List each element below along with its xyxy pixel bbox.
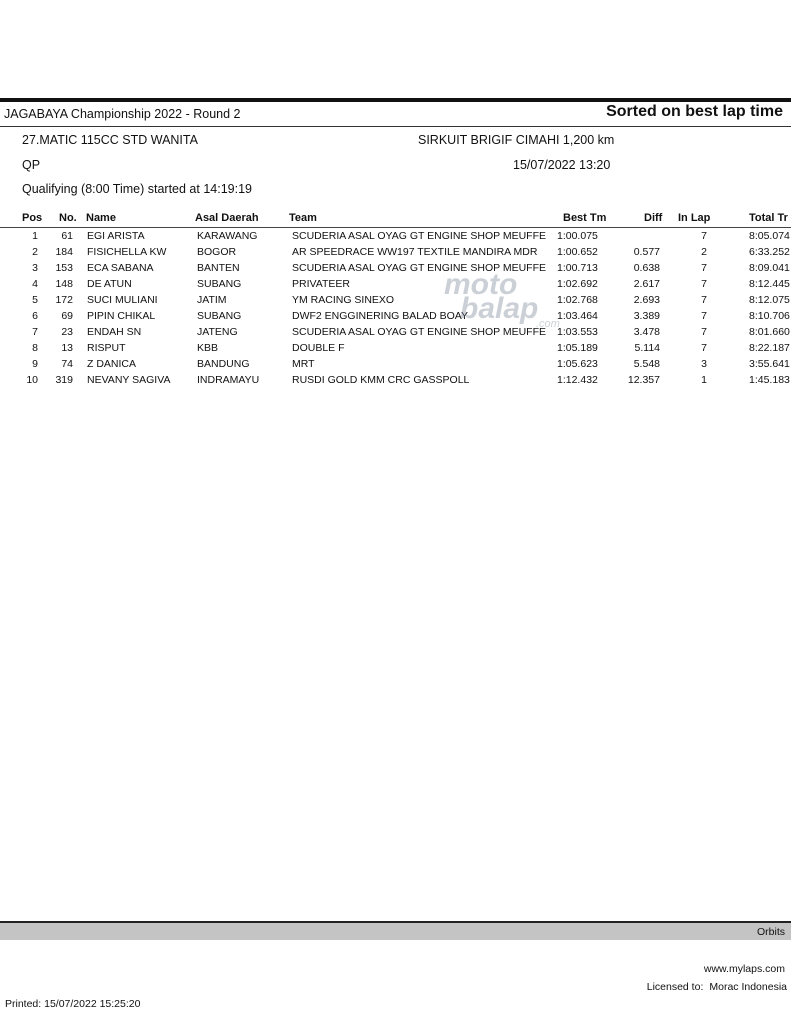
- table-row: [0, 372, 791, 388]
- team-cell: PRIVATEER: [292, 278, 350, 290]
- region-cell: KARAWANG: [197, 230, 258, 242]
- rider-number-cell: 172: [55, 294, 73, 306]
- total-time-cell: 1:45.183: [749, 374, 790, 386]
- position-cell: 4: [32, 278, 38, 290]
- table-row: [0, 324, 791, 340]
- in-lap-cell: 7: [701, 310, 707, 322]
- col-pos: Pos: [22, 212, 43, 224]
- table-row: [0, 356, 791, 372]
- table-row: [0, 340, 791, 356]
- watermark-logo: moto balap .com: [444, 268, 560, 330]
- position-cell: 6: [32, 310, 38, 322]
- in-lap-cell: 7: [701, 342, 707, 354]
- region-cell: INDRAMAYU: [197, 374, 260, 386]
- position-cell: 3: [32, 262, 38, 274]
- rider-number-cell: 74: [61, 358, 73, 370]
- rider-name-cell: FISICHELLA KW: [87, 246, 167, 258]
- session-code: QP: [22, 158, 41, 172]
- position-cell: 10: [26, 374, 38, 386]
- team-cell: SCUDERIA ASAL OYAG GT ENGINE SHOP MEUFFE: [292, 326, 547, 338]
- sort-label: Sorted on best lap time: [606, 103, 783, 120]
- rider-name-cell: DE ATUN: [87, 278, 132, 290]
- team-cell: SCUDERIA ASAL OYAG GT ENGINE SHOP MEUFFE: [292, 230, 547, 242]
- orbits-label: Orbits: [756, 926, 785, 938]
- license-org: Morac Indonesia: [709, 981, 787, 993]
- col-diff: Diff: [644, 212, 663, 224]
- total-time-cell: 8:12.445: [749, 278, 790, 290]
- region-cell: KBB: [197, 342, 219, 354]
- footer-bar: [0, 921, 791, 940]
- diff-cell: 5.548: [633, 358, 660, 370]
- best-time-cell: 1:05.623: [557, 358, 598, 370]
- rider-number-cell: 23: [61, 326, 73, 338]
- col-best-time: Best Tm: [563, 212, 607, 224]
- table-row: [0, 228, 791, 244]
- diff-cell: 3.389: [633, 310, 660, 322]
- rider-number-cell: 148: [55, 278, 73, 290]
- header-rule: [0, 98, 791, 102]
- team-cell: DOUBLE F: [292, 342, 345, 354]
- in-lap-cell: 3: [701, 358, 707, 370]
- region-cell: SUBANG: [197, 310, 242, 322]
- in-lap-cell: 7: [701, 294, 707, 306]
- col-name: Name: [86, 212, 116, 224]
- best-time-cell: 1:02.692: [557, 278, 598, 290]
- position-cell: 2: [32, 246, 38, 258]
- total-time-cell: 8:10.706: [749, 310, 790, 322]
- table-row: [0, 244, 791, 260]
- header-divider: [0, 126, 791, 127]
- total-time-cell: 8:12.075: [749, 294, 790, 306]
- diff-cell: 2.617: [633, 278, 660, 290]
- in-lap-cell: 7: [701, 262, 707, 274]
- in-lap-cell: 7: [701, 278, 707, 290]
- diff-cell: 12.357: [627, 374, 660, 386]
- diff-cell: 3.478: [633, 326, 660, 338]
- in-lap-cell: 7: [701, 230, 707, 242]
- region-cell: SUBANG: [197, 278, 242, 290]
- col-no: No.: [59, 212, 77, 224]
- team-cell: SCUDERIA ASAL OYAG GT ENGINE SHOP MEUFFE: [292, 262, 547, 274]
- team-cell: MRT: [292, 358, 315, 370]
- session-start-info: Qualifying (8:00 Time) started at 14:19:19: [22, 182, 252, 196]
- rider-number-cell: 319: [55, 374, 73, 386]
- best-time-cell: 1:00.713: [557, 262, 598, 274]
- region-cell: BANDUNG: [197, 358, 250, 370]
- total-time-cell: 8:09.041: [749, 262, 790, 274]
- col-total-time: Total Tr: [749, 212, 788, 224]
- diff-cell: 0.638: [633, 262, 660, 274]
- best-time-cell: 1:02.768: [557, 294, 598, 306]
- rider-name-cell: ENDAH SN: [87, 326, 142, 338]
- best-time-cell: 1:00.652: [557, 246, 598, 258]
- team-cell: YM RACING SINEXO: [292, 294, 395, 306]
- total-time-cell: 8:05.074: [749, 230, 790, 242]
- best-time-cell: 1:00.075: [557, 230, 598, 242]
- championship-title: JAGABAYA Championship 2022 - Round 2: [4, 107, 241, 121]
- total-time-cell: 8:01.660: [749, 326, 790, 338]
- region-cell: BANTEN: [197, 262, 240, 274]
- rider-name-cell: RISPUT: [87, 342, 126, 354]
- website-label: www.mylaps.com: [703, 963, 785, 975]
- region-cell: BOGOR: [197, 246, 237, 258]
- team-cell: AR SPEEDRACE WW197 TEXTILE MANDIRA MDR: [292, 246, 538, 258]
- team-cell: DWF2 ENGGINERING BALAD BOAY: [292, 310, 469, 322]
- total-time-cell: 8:22.187: [749, 342, 790, 354]
- position-cell: 7: [32, 326, 38, 338]
- rider-name-cell: PIPIN CHIKAL: [87, 310, 156, 322]
- diff-cell: 5.114: [634, 342, 660, 354]
- session-datetime: 15/07/2022 13:20: [513, 158, 611, 172]
- class-name: 27.MATIC 115CC STD WANITA: [22, 133, 198, 147]
- table-row: [0, 308, 791, 324]
- col-in-lap: In Lap: [678, 212, 711, 224]
- in-lap-cell: 7: [701, 326, 707, 338]
- team-cell: RUSDI GOLD KMM CRC GASSPOLL: [292, 374, 470, 386]
- total-time-cell: 3:55.641: [749, 358, 790, 370]
- col-team: Team: [289, 212, 317, 224]
- table-row: [0, 260, 791, 276]
- in-lap-cell: 1: [701, 374, 707, 386]
- table-row: [0, 292, 791, 308]
- rider-name-cell: SUCI MULIANI: [87, 294, 158, 306]
- diff-cell: 2.693: [633, 294, 660, 306]
- best-time-cell: 1:12.432: [557, 374, 598, 386]
- rider-number-cell: 13: [61, 342, 73, 354]
- rider-number-cell: 184: [55, 246, 73, 258]
- region-cell: JATIM: [197, 294, 227, 306]
- col-region: Asal Daerah: [195, 212, 259, 224]
- rider-name-cell: NEVANY SAGIVA: [87, 374, 171, 386]
- printed-timestamp: Printed: 15/07/2022 15:25:20: [5, 998, 141, 1010]
- position-cell: 5: [32, 294, 38, 306]
- best-time-cell: 1:05.189: [557, 342, 598, 354]
- circuit-name: SIRKUIT BRIGIF CIMAHI 1,200 km: [418, 133, 615, 147]
- rider-name-cell: ECA SABANA: [87, 262, 154, 274]
- results-table: [0, 228, 791, 388]
- best-time-cell: 1:03.464: [557, 310, 598, 322]
- rider-number-cell: 61: [61, 230, 73, 242]
- best-time-cell: 1:03.553: [557, 326, 598, 338]
- rider-number-cell: 153: [55, 262, 73, 274]
- table-row: [0, 276, 791, 292]
- total-time-cell: 6:33.252: [749, 246, 790, 258]
- rider-number-cell: 69: [61, 310, 73, 322]
- rider-name-cell: Z DANICA: [87, 358, 137, 370]
- diff-cell: 0.577: [633, 246, 660, 258]
- in-lap-cell: 2: [701, 246, 707, 258]
- license-label: Licensed to:: [646, 981, 704, 993]
- position-cell: 1: [32, 230, 38, 242]
- region-cell: JATENG: [197, 326, 238, 338]
- position-cell: 8: [32, 342, 38, 354]
- rider-name-cell: EGI ARISTA: [87, 230, 145, 242]
- position-cell: 9: [32, 358, 38, 370]
- license-info: [647, 981, 787, 993]
